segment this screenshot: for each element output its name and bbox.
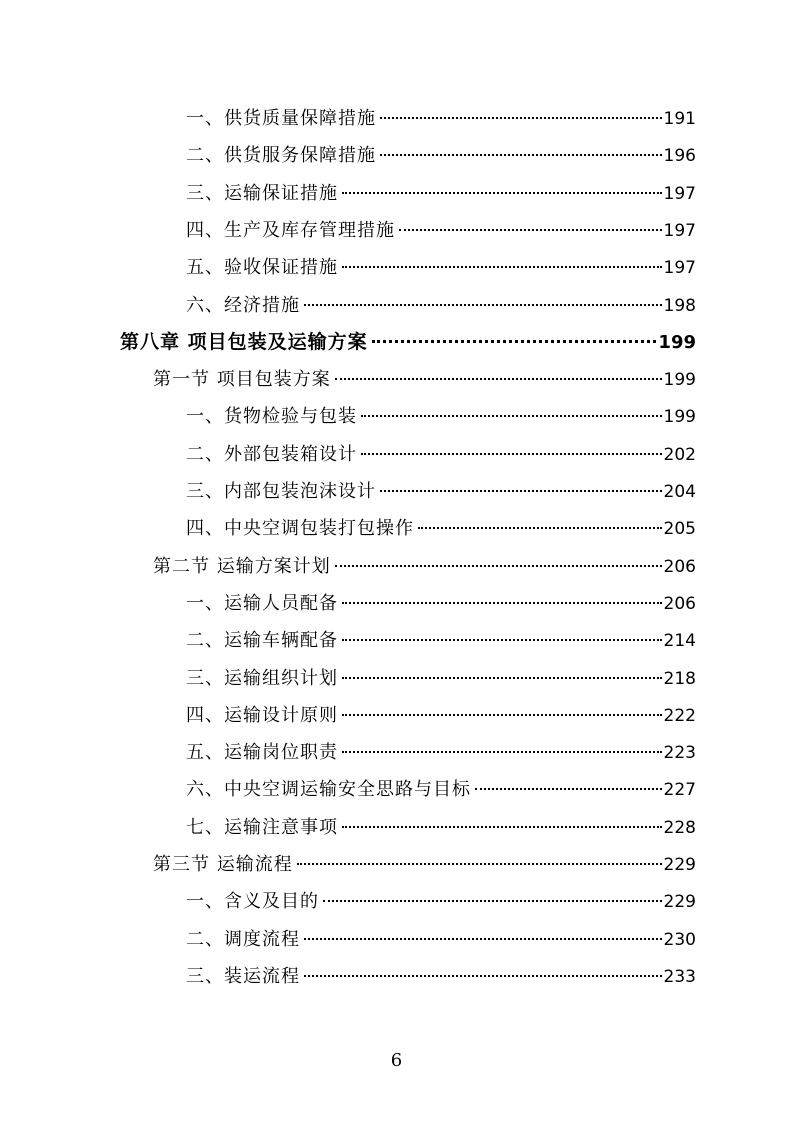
toc-entry[interactable] [186, 175, 696, 212]
toc-entry[interactable] [186, 137, 696, 174]
toc-dot-leader [380, 154, 662, 156]
toc-entry-title: 六、中央空调运输安全思路与目标 [186, 779, 471, 801]
toc-dot-leader [342, 677, 662, 679]
toc-dot-leader [361, 453, 662, 455]
toc-entry-title: 第八章 项目包装及运输方案 [120, 330, 368, 353]
toc-entry[interactable] [120, 324, 696, 361]
toc-entry[interactable] [153, 846, 696, 883]
toc-entry-title: 二、调度流程 [186, 928, 300, 950]
toc-entry[interactable] [186, 212, 696, 249]
toc-dot-leader [335, 378, 662, 380]
toc-entry[interactable] [186, 771, 696, 808]
toc-entry-page: 233 [663, 966, 696, 987]
toc-entry-title: 七、运输注意事项 [186, 816, 338, 838]
toc-entry-title: 一、含义及目的 [186, 891, 319, 913]
toc-entry-title: 一、运输人员配备 [186, 592, 338, 614]
toc-entry-title: 六、经济措施 [186, 294, 300, 316]
toc-entry-title: 第二节 运输方案计划 [153, 555, 331, 577]
toc-entry-page: 205 [663, 519, 696, 540]
toc-dot-leader [380, 117, 662, 119]
toc-entry[interactable] [186, 398, 696, 435]
toc-dot-leader [342, 714, 662, 716]
toc-entry-page: 196 [663, 146, 696, 167]
toc-dot-leader [342, 602, 662, 604]
toc-entry-title: 三、装运流程 [186, 965, 300, 987]
toc-dot-leader [323, 900, 662, 902]
toc-entry[interactable] [186, 883, 696, 920]
page-number: 6 [390, 1050, 403, 1071]
toc-entry[interactable] [186, 660, 696, 697]
toc-entry-title: 四、中央空调包装打包操作 [186, 518, 414, 540]
toc-entry-page: 199 [663, 370, 696, 391]
toc-entry[interactable] [186, 510, 696, 547]
toc-entry-page: 197 [663, 183, 696, 204]
toc-entry-title: 四、生产及库存管理措施 [186, 219, 395, 241]
toc-entry[interactable] [186, 734, 696, 771]
toc-entry-title: 五、验收保证措施 [186, 257, 338, 279]
toc-entry-page: 197 [663, 220, 696, 241]
toc-entry-page: 199 [663, 407, 696, 428]
toc-entry[interactable] [186, 697, 696, 734]
toc-entry-page: 222 [663, 705, 696, 726]
toc-dot-leader [475, 788, 662, 790]
toc-entry-page: 227 [663, 780, 696, 801]
toc-entry-page: 204 [663, 482, 696, 502]
toc-dot-leader [297, 863, 662, 865]
toc-dot-leader [342, 266, 662, 268]
toc-entry[interactable] [186, 100, 696, 137]
toc-dot-leader [418, 527, 662, 529]
toc-entry-page: 206 [663, 593, 696, 614]
toc-entry-title: 二、运输车辆配备 [186, 630, 338, 652]
toc-entry-title: 三、内部包装泡沫设计 [186, 481, 376, 502]
toc-entry-title: 第三节 运输流程 [153, 854, 293, 875]
toc-entry[interactable] [153, 361, 696, 398]
toc-entry-page: 229 [663, 892, 696, 913]
toc-entry-title: 三、运输组织计划 [186, 667, 338, 689]
toc-dot-leader [399, 229, 662, 231]
toc-dot-leader [342, 826, 662, 828]
toc-entry-title: 一、供货质量保障措施 [186, 108, 376, 129]
toc-dot-leader [342, 639, 662, 641]
toc-entry[interactable] [186, 958, 696, 995]
toc-entry-title: 二、外部包装箱设计 [186, 443, 357, 465]
toc-entry[interactable] [153, 548, 696, 585]
toc-entry-page: 202 [663, 444, 696, 465]
toc-entry-title: 第一节 项目包装方案 [153, 369, 331, 391]
toc-entry-title: 四、运输设计原则 [186, 704, 338, 726]
toc-entry[interactable] [186, 921, 696, 958]
toc-entry-page: 229 [663, 855, 696, 875]
toc-entry[interactable] [186, 249, 696, 286]
toc-entry[interactable] [186, 622, 696, 659]
toc-entry-title: 二、供货服务保障措施 [186, 145, 376, 167]
toc-dot-leader [335, 565, 662, 567]
toc-entry-page: 199 [658, 331, 696, 353]
toc-entry-page: 206 [663, 556, 696, 577]
toc-entry[interactable] [186, 287, 696, 324]
toc-entry-page: 228 [663, 817, 696, 838]
toc-entry-title: 五、运输岗位职责 [186, 742, 338, 764]
toc-dot-leader [342, 192, 662, 194]
toc-entry[interactable] [186, 436, 696, 473]
toc-dot-leader [304, 304, 662, 306]
toc-entry-title: 三、运输保证措施 [186, 182, 338, 204]
toc-entry-page: 198 [663, 295, 696, 316]
toc-entry-page: 197 [663, 258, 696, 279]
toc-dot-leader [304, 938, 662, 940]
toc-entry-title: 一、货物检验与包装 [186, 406, 357, 428]
toc-dot-leader [304, 975, 662, 977]
toc-entry[interactable] [186, 585, 696, 622]
toc-dot-leader [372, 340, 657, 343]
toc-entry-page: 214 [663, 631, 696, 652]
toc-entry-page: 223 [663, 743, 696, 764]
toc-dot-leader [380, 490, 662, 492]
toc-dot-leader [342, 751, 662, 753]
toc-entry[interactable] [186, 809, 696, 846]
toc-dot-leader [361, 415, 662, 417]
toc-entry-page: 218 [663, 668, 696, 689]
toc-entry[interactable] [186, 473, 696, 510]
toc-entry-page: 191 [663, 109, 696, 129]
toc-entry-page: 230 [663, 929, 696, 950]
